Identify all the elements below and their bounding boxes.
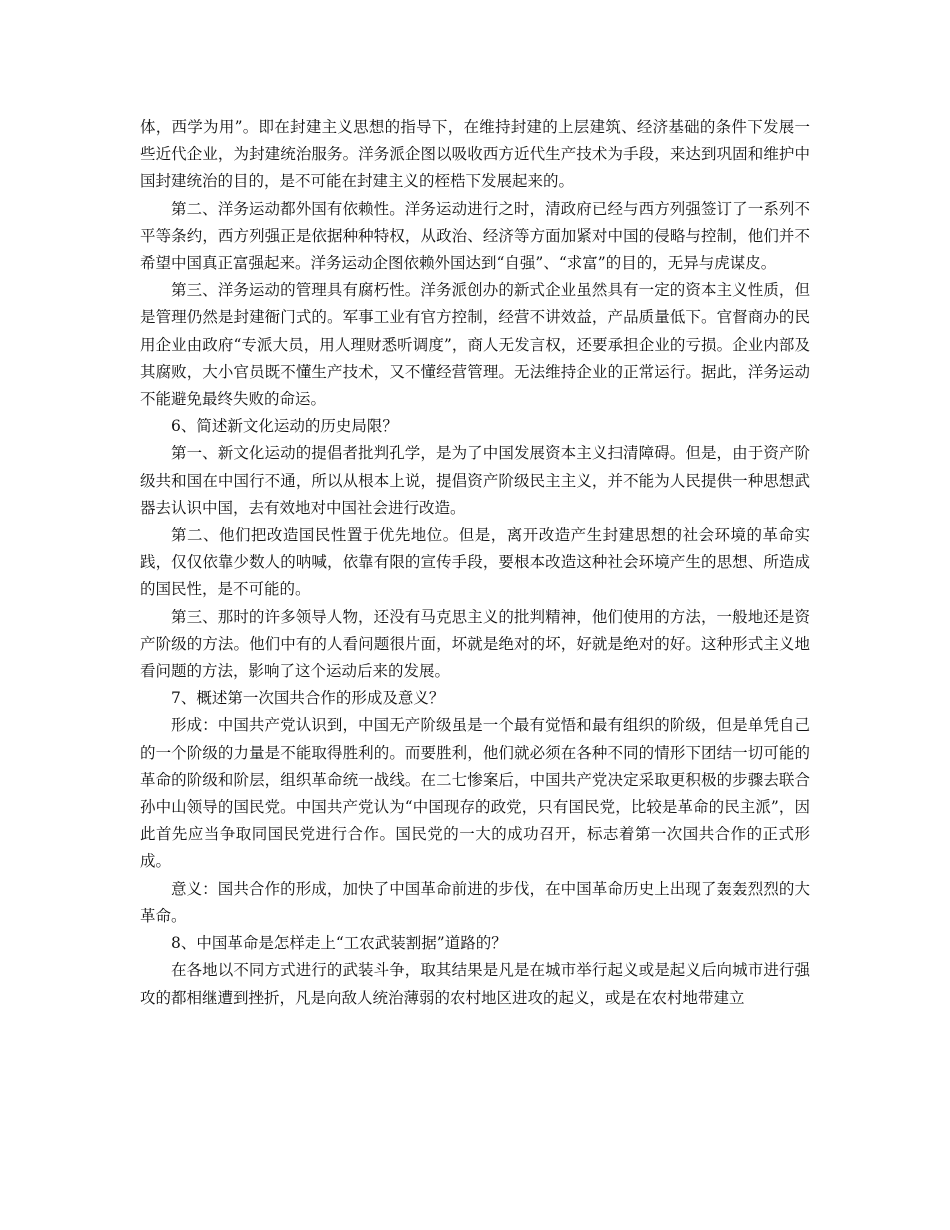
q6-answer-first: 第一、新文化运动的提倡者批判孔学，是为了中国发展资本主义扫清障碍。但是，由于资产阶级共和国在中国行不通，所以从根本上说，提倡资产阶级民主主义，并不能为人民提供一种思想武器去认识中国，去有效地对中国社会进行改造。 <box>140 444 810 517</box>
q8-answer: 在各地以不同方式进行的武装斗争，取其结果是凡是在城市举行起义或是起义后向城市进行强攻的都相继遭到挫折，凡是向敌人统治薄弱的农村地区进攻的起义，或是在农村地带建立 <box>140 961 810 1007</box>
paragraph-continuation: 体，西学为用”。即在封建主义思想的指导下，在维持封建的上层建筑、经济基础的条件下发展一些近代企业，为封建统治服务。洋务派企图以吸收西方近代生产技术为手段，来达到巩固和维护中国封建统治的目的，是不可能在封建主义的桎梏下发展起来的。 <box>140 118 810 191</box>
q6-answer-third: 第三、那时的许多领导人物，还没有马克思主义的批判精神，他们使用的方法，一般地还是资产阶级的方法。他们中有的人看问题很片面，坏就是绝对的坏，好就是绝对的好。这种形式主义地看问题的方法，影响了这个运动后来的发展。 <box>140 607 810 681</box>
document-page <box>140 114 810 1012</box>
q6-answer-second: 第二、他们把改造国民性置于优先地位。但是，离开改造产生封建思想的社会环境的革命实践，仅仅依靠少数人的呐喊，依靠有限的宣传手段，要根本改造这种社会环境产生的思想、所造成的国民性，是不可能的。 <box>140 526 810 599</box>
paragraph-third-point: 第三、洋务运动的管理具有腐朽性。洋务派创办的新式企业虽然具有一定的资本主义性质，但是管理仍然是封建衙门式的。军事工业有官方控制，经营不讲效益，产品质量低下。官督商办的民用企业由政府“专派大员，用人理财悉听调度”，商人无发言权，还要承担企业的亏损。企业内部及其腐败，大小官员既不懂生产技术，又不懂经营管理。无法维持企业的正常运行。据此，洋务运动不能避免最终失败的命运。 <box>140 281 810 409</box>
question-7-heading: 7、概述第一次国共合作的形成及意义？ <box>171 689 445 708</box>
q7-significance: 意义：国共合作的形成，加快了中国革命前进的步伐，在中国革命历史上出现了轰轰烈烈的大革命。 <box>140 879 810 925</box>
q7-formation: 形成：中国共产党认识到，中国无产阶级虽是一个最有觉悟和最有组织的阶级，但是单凭自己的一个阶级的力量是不能取得胜利的。而要胜利，他们就必须在各种不同的情形下团结一切可能的革命的阶级和阶层，组织革命统一战线。在二七惨案后，中国共产党决定采取更积极的步骤去联合孙中山领导的国民党。中国共产党认为“中国现存的政党，只有国民党，比较是革命的民主派”，因此首先应当争取同国民党进行合作。国民党的一大的成功召开，标志着第一次国共合作的正式形成。 <box>140 716 810 871</box>
question-6-heading: 6、简述新文化运动的历史局限？ <box>171 417 398 436</box>
paragraph-second-point: 第二、洋务运动都外国有依赖性。洋务运动进行之时，清政府已经与西方列强签订了一系列不平等条约，西方列强正是依据种种特权，从政治、经济等方面加紧对中国的侵略与控制，他们并不希望中国真正富强起来。洋务运动企图依赖外国达到“自强”、“求富”的目的，无异与虎谋皮。 <box>140 199 810 273</box>
question-8-heading: 8、中国革命是怎样走上“工农武装割据”道路的？ <box>171 934 507 953</box>
